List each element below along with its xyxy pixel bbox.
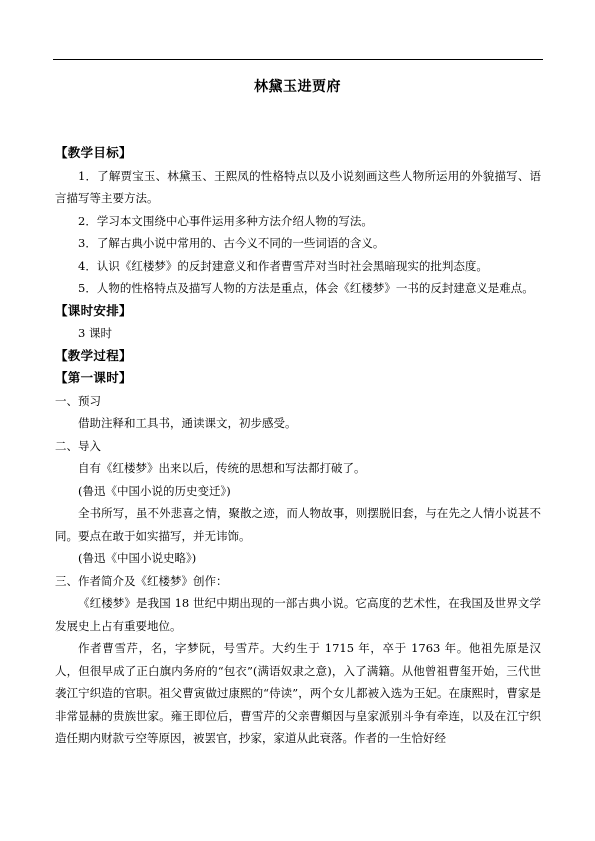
author-paragraph-2: 作者曹雪芹，名，字梦阮，号雪芹。大约生于 1715 年，卒于 1763 年。他祖先原是汉人，但很早成了正白旗内务府的“包衣”(满语奴隶之意)，入了满籍。从他曾祖曹玺开始，三代世袭江宁织造的官职。祖父曹寅做过康熙的“侍读”，两个女儿都被入选为王妃。在康熙时，曹家是非常显赫的贵族世家。雍王即位后，曹雪芹的父亲曹頫因与皇家派别斗争有牵连，以及在江宁织造任期内财款亏空等原因，被罢官，抄家，家道从此衰落。作者的一生恰好经 (55, 641, 541, 745)
preview-text: 借助注释和工具书，通读课文，初步感受。 (78, 416, 297, 430)
intro-heading: 二、导入 (55, 438, 101, 453)
document-body (55, 142, 541, 750)
goal-item-1: 1．了解贾宝玉、林黛玉、王熙凤的性格特点以及小说刻画这些人物所运用的外貌描写、语言描写等主要方法。 (55, 168, 541, 205)
goals-heading: 【教学目标】 (55, 145, 132, 160)
goal-item-4: 4．认识《红楼梦》的反封建意义和作者曹雪芹对当时社会黑暗现实的批判态度。 (78, 258, 488, 273)
author-paragraph-1: 《红楼梦》是我国 18 世纪中期出现的一部古典小说。它高度的艺术性，在我国及世界文学发展史上占有重要地位。 (55, 596, 541, 633)
header-rule (53, 59, 543, 60)
intro-source-1: (鲁迅《中国小说的历史变迁》) (78, 483, 231, 498)
author-heading: 三、作者简介及《红楼梦》创作： (55, 573, 228, 588)
intro-quote-1: 自有《红楼梦》出来以后，传统的思想和写法都打破了。 (78, 461, 366, 475)
document-title: 林黛玉进贾府 (254, 79, 341, 95)
goal-item-5: 5．人物的性格特点及描写人物的方法是重点，体会《红楼梦》一书的反封建意义是难点。 (78, 281, 534, 295)
goal-item-3: 3．了解古典小说中常用的、古今义不同的一些词语的含义。 (78, 236, 385, 250)
goal-item-2: 2．学习本文围绕中心事件运用多种方法介绍人物的写法。 (78, 213, 373, 228)
preview-heading: 一、预习 (55, 393, 101, 408)
schedule-text: 3 课时 (78, 326, 112, 340)
intro-quote-2: 全书所写，虽不外悲喜之情，聚散之迹，而人物故事，则摆脱旧套，与在先之人情小说甚不同。要点在敢于如实描写，并无讳饰。 (55, 506, 541, 543)
intro-source-2: (鲁迅《中国小说史略》) (78, 551, 197, 565)
process-heading: 【教学过程】 (55, 347, 132, 363)
schedule-heading: 【课时安排】 (55, 302, 132, 318)
lesson1-heading: 【第一课时】 (55, 370, 132, 385)
